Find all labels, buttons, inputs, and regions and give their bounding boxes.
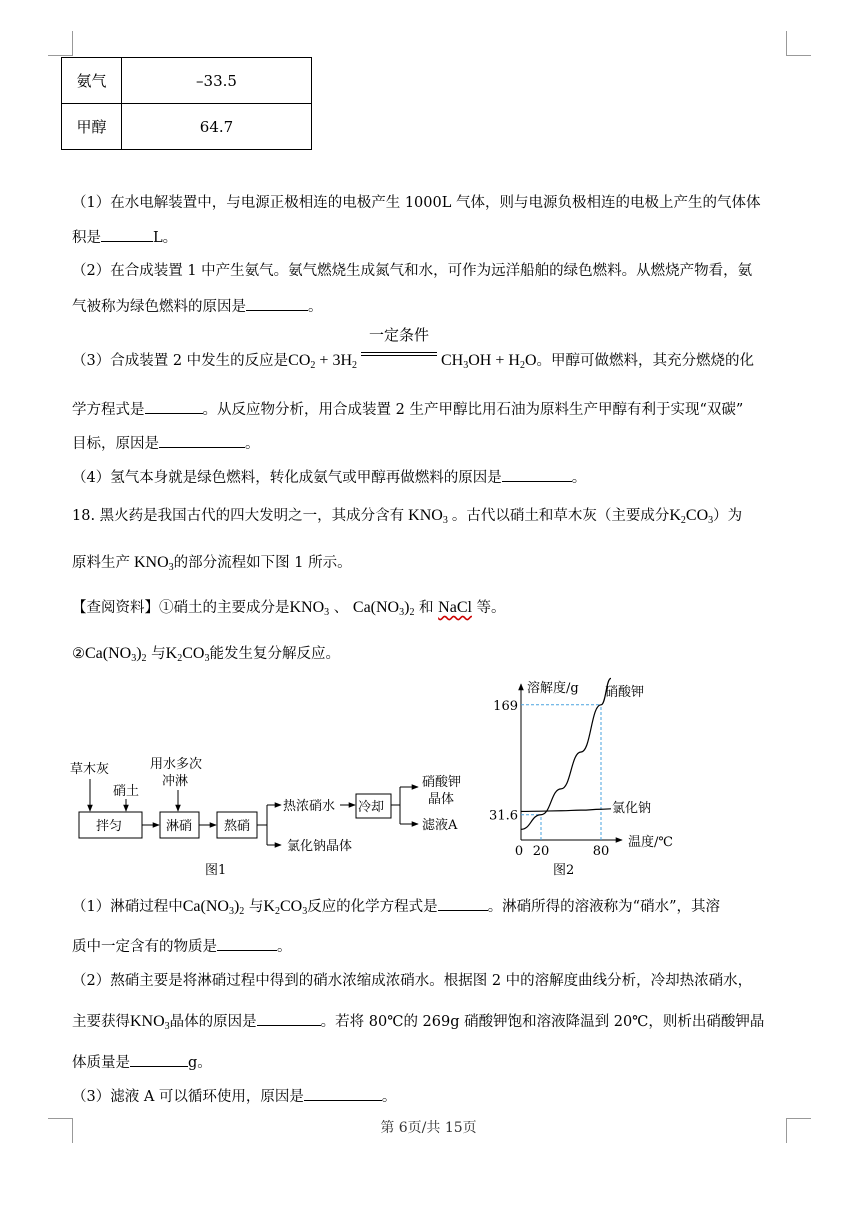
text: 【查阅资料】①硝土的主要成分是 xyxy=(72,600,290,616)
formula-products: $CH_3OH + H_2O$ xyxy=(441,352,537,371)
text: 18. 黑火药是我国古代的四大发明之一，其成分含有 xyxy=(72,508,405,524)
series-layer xyxy=(521,678,611,829)
q17-part1-line1: （1）在水电解装置中，与电源正极相连的电极产生 1000L 气体，则与电源负极相连的电极上产生的气体体 xyxy=(72,195,761,211)
input-water-label-1: 用水多次 xyxy=(150,757,203,772)
text: （3）合成装置 2 中发生的反应是 xyxy=(72,353,289,369)
answer-blank[interactable] xyxy=(438,896,488,911)
answer-blank[interactable] xyxy=(257,1011,321,1026)
text: （4）氢气本身就是绿色燃料，转化成氨气或甲醇再做燃料的原因是 xyxy=(72,470,502,486)
formula-nacl: NaCl xyxy=(438,599,472,616)
input-ash-label: 草木灰 xyxy=(70,762,110,777)
q18-part2-line3 xyxy=(72,1052,212,1073)
text: 体质量是 xyxy=(72,1055,130,1071)
y-tick-label: 169 xyxy=(493,698,518,714)
answer-blank[interactable] xyxy=(130,1052,188,1067)
text: 。从反应物分析，用合成装置 2 生产甲醇比用石油为原料生产甲醇有利于实现“双碳” xyxy=(202,402,744,418)
box-stir-label: 拌匀 xyxy=(96,819,123,834)
text: 。淋硝所得的溶液称为“硝水”，其溶 xyxy=(487,899,721,915)
formula-k2co3: $K_2CO_3$ xyxy=(669,507,714,526)
text: 。 xyxy=(381,1089,397,1105)
text: 能发生复分解反应。 xyxy=(209,646,340,662)
series-line-kno3 xyxy=(521,678,611,829)
text: 。 xyxy=(245,436,260,452)
text: 学方程式是 xyxy=(72,402,145,418)
text: 与 xyxy=(248,899,264,915)
table-cell-name: 氨气 xyxy=(62,58,122,104)
q18-part3 xyxy=(72,1086,396,1107)
table-cell-value: 64.7 xyxy=(122,104,312,150)
text: 的部分流程如下图 1 所示。 xyxy=(173,555,352,571)
formula-ca-nitrate: $Ca(NO_3)_2$ xyxy=(352,599,415,618)
figure2-caption: 图2 xyxy=(553,863,575,878)
text: 质中一定含有的物质是 xyxy=(72,939,217,955)
filtrate-a-label: 滤液A xyxy=(422,818,458,833)
text: （3）滤液 A 可以循环使用，原因是 xyxy=(72,1089,304,1105)
page-footer: 第 6页/共 15页 xyxy=(380,1120,477,1136)
text: 与 xyxy=(151,646,166,662)
text: g。 xyxy=(188,1055,212,1071)
flowchart xyxy=(70,756,461,878)
box-cool-label: 冷却 xyxy=(358,800,385,815)
text: 。若将 80℃的 269g 硝酸钾饱和溶液降温到 20℃，则析出硝酸钾晶 xyxy=(320,1014,765,1030)
text: 原料生产 xyxy=(72,555,130,571)
formula-co2: $CO_2 + 3H_2$ xyxy=(288,352,357,371)
hot-solution-label: 热浓硝水 xyxy=(283,799,336,814)
text: 积是 xyxy=(72,230,101,246)
text: 。甲醇可做燃料，其充分燃烧的化 xyxy=(536,353,754,369)
solubility-chart xyxy=(489,678,673,878)
box-boil-label: 熬硝 xyxy=(224,819,251,834)
formula-kno3: $KNO_3$ xyxy=(130,1013,170,1032)
text: 。 xyxy=(571,470,587,486)
y-axis-label: 溶解度/g xyxy=(527,681,579,696)
box-leach-label: 淋硝 xyxy=(166,819,193,834)
text: ② xyxy=(72,646,85,662)
formula-kno3: $KNO_3$ xyxy=(134,554,174,573)
text: 。古代以硝土和草木灰（主要成分 xyxy=(451,508,670,524)
text: （1）淋硝过程中 xyxy=(72,899,183,915)
formula-kno3: $KNO_3$ xyxy=(289,599,330,618)
figure1-caption: 图1 xyxy=(205,863,227,878)
x-tick-label: 20 xyxy=(532,844,550,859)
y-tick-label: 31.6 xyxy=(489,808,518,824)
table-cell-value: –33.5 xyxy=(122,58,312,104)
q18-part1-line2 xyxy=(72,936,292,957)
text: 。 xyxy=(277,939,292,955)
answer-blank[interactable] xyxy=(217,936,277,951)
text: 。 xyxy=(308,299,323,315)
x-tick-label: 0 xyxy=(514,844,524,859)
formula-ca-nitrate: $Ca(NO_3)_2$ xyxy=(182,898,245,917)
formula-k2co3: $K_2CO_3$ xyxy=(165,645,210,664)
text: 等。 xyxy=(476,600,506,616)
input-soil-label: 硝土 xyxy=(113,784,140,799)
formula-kno3: $KNO_3$ xyxy=(408,507,448,526)
text: 主要获得 xyxy=(72,1014,130,1030)
text: 、 xyxy=(333,600,349,616)
series-label-kno3: 硝酸钾 xyxy=(605,685,645,700)
q18-part2-line2 xyxy=(72,1011,764,1037)
nacl-crystal-label: 氯化钠晶体 xyxy=(287,839,353,854)
x-axis-label: 温度/℃ xyxy=(628,835,673,850)
q18-part2-line1: （2）熬硝主要是将淋硝过程中得到的硝水浓缩成浓硝水。根据图 2 中的溶解度曲线分析，冷却热浓硝水， xyxy=(72,973,753,989)
text: 和 xyxy=(419,600,434,616)
input-water-label-2: 冲淋 xyxy=(162,774,189,789)
kno3-crystal-label-2: 晶体 xyxy=(428,792,455,807)
text: 晶体的原因是 xyxy=(169,1014,257,1030)
text: ）为 xyxy=(713,508,743,524)
series-line-nacl xyxy=(521,809,611,812)
q17-part2-line1: （2）在合成装置 1 中产生氨气。氨气燃烧生成氮气和水，可作为远洋船舶的绿色燃料。从燃烧产物看，氨 xyxy=(72,263,753,279)
text: 气被称为绿色燃料的原因是 xyxy=(72,299,246,315)
ticks-layer xyxy=(489,699,609,859)
text: 目标，原因是 xyxy=(72,436,159,452)
text: 反应的化学方程式是 xyxy=(307,899,438,915)
formula-ca-nitrate: $Ca(NO_3)_2$ xyxy=(85,645,147,664)
text: L。 xyxy=(153,230,178,246)
x-tick-label: 80 xyxy=(592,844,610,859)
table-cell-name: 甲醇 xyxy=(62,104,122,150)
condition-label: 一定条件 xyxy=(368,326,429,344)
formula-k2co3: $K_2CO_3$ xyxy=(263,898,308,917)
answer-blank[interactable] xyxy=(304,1086,382,1101)
q18-part1-line1 xyxy=(72,896,720,922)
kno3-crystal-label-1: 硝酸钾 xyxy=(422,775,462,790)
series-label-nacl: 氯化钠 xyxy=(612,801,652,816)
